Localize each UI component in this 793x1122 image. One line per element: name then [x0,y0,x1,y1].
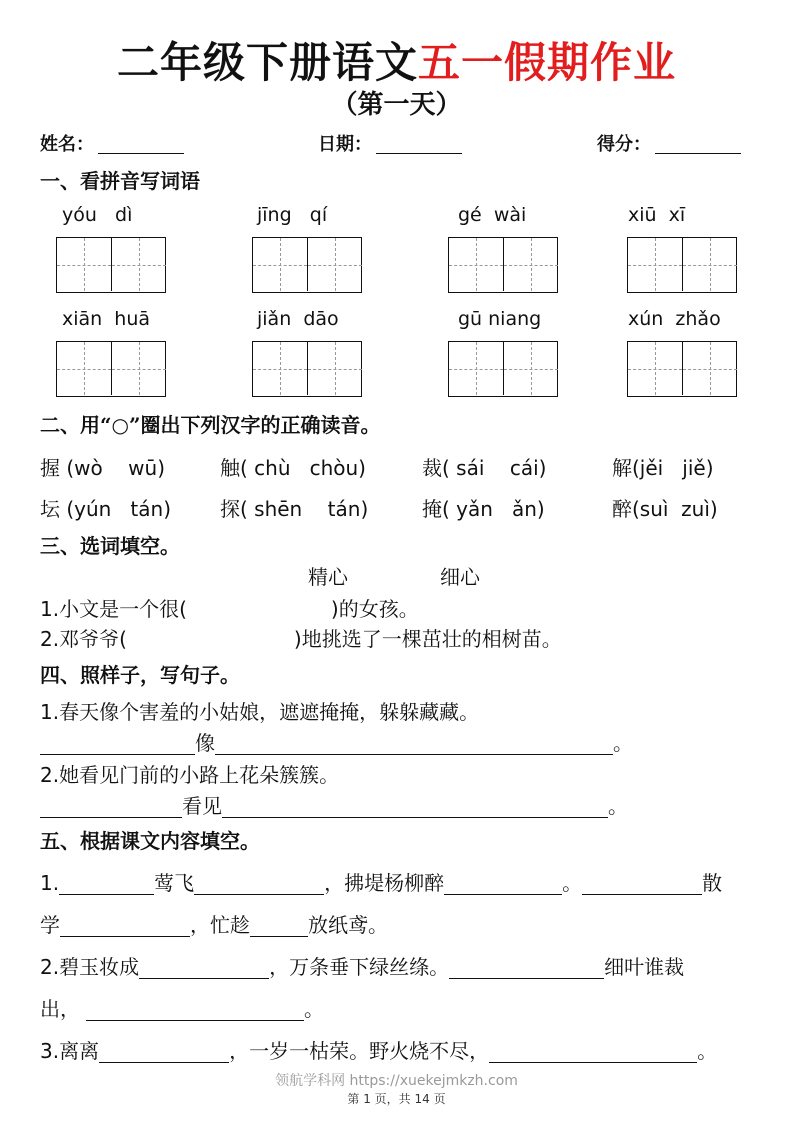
writing-grid[interactable] [448,237,558,293]
reading-choice[interactable]: 坛 (yún tán) [40,497,171,521]
section-3-heading: 三、选词填空。 [40,534,180,558]
text: ，万条垂下绿丝绦。 [269,955,450,979]
answer-blank[interactable] [444,872,562,895]
answer-blank[interactable] [215,732,613,755]
document-title [0,30,793,90]
section-2-heading: 二、用“○”圈出下列汉字的正确读音。 [40,413,381,437]
page-number: 第 1 页，共 14 页 [347,1092,446,1106]
writing-grid[interactable] [56,237,166,293]
text: 学 [40,913,60,937]
text: 1. [40,871,60,895]
answer-blank[interactable] [139,956,269,979]
keyword: 像 [195,731,215,755]
fill-line-1 [40,867,722,896]
fill-line-2 [40,909,388,938]
section-5-heading: 五、根据课文内容填空。 [40,829,260,853]
example-sentence-2: 2.她看见门前的小路上花朵簇簇。 [40,763,340,787]
pinyin-4: xiū xī [628,204,686,226]
fill-line-4 [40,993,324,1022]
writing-grid[interactable] [252,237,362,293]
text: ，拂堤杨柳醉 [324,871,445,895]
answer-blank[interactable] [489,1040,697,1063]
answer-blank[interactable] [194,872,324,895]
date-blank[interactable] [376,133,462,154]
fill-line-5 [40,1035,717,1064]
q3-1-start: 1.小文是一个很( [40,597,187,621]
score-field [597,130,741,156]
text: ，忙趁 [190,913,250,937]
text: 。 [697,1039,718,1063]
q3-1-end: )的女孩。 [330,597,419,621]
writing-grid[interactable] [56,341,166,397]
pinyin-2: jīng qí [257,204,328,226]
answer-blank[interactable] [99,1040,229,1063]
text: 放纸鸢。 [308,913,388,937]
punct: 。 [613,731,633,755]
pinyin-6: jiǎn dāo [257,308,339,330]
page-footer [0,1070,793,1107]
reading-choice[interactable]: 握 (wò wū) [40,456,166,480]
word-option: 细心 [440,565,480,589]
document-subtitle: （第一天） [331,90,462,120]
fill-line-3 [40,951,684,980]
score-label: 得分： [597,134,651,155]
name-label: 姓名： [40,134,94,155]
answer-line-1 [40,727,633,756]
pinyin-1: yóu dì [62,204,133,226]
question-3-2 [40,623,562,652]
date-field [318,130,462,156]
title-red: 五一假期作业 [418,38,677,87]
reading-choice[interactable]: 掩( yǎn ǎn) [422,497,545,521]
section-4-heading: 四、照样子，写句子。 [40,663,240,687]
writing-grid[interactable] [627,341,737,397]
text: ，一岁一枯荣。野火烧不尽， [229,1039,490,1063]
text: 莺飞 [154,871,195,895]
text: 。 [304,997,324,1021]
word-option: 精心 [308,565,348,589]
answer-blank[interactable] [40,732,195,755]
reading-choice[interactable]: 解(jěi jiě) [612,456,714,480]
keyword: 看见 [182,794,222,818]
pinyin-5: xiān huā [62,308,151,330]
pinyin-8: xún zhǎo [628,308,721,330]
footer-site: 领航学科网 https://xuekejmkzh.com [275,1073,518,1089]
q3-2-start: 2.邓爷爷( [40,627,127,651]
section-1-heading: 一、看拼音写词语 [40,169,200,193]
answer-blank[interactable] [449,956,604,979]
answer-blank[interactable] [250,914,308,937]
score-blank[interactable] [655,133,741,154]
answer-blank[interactable] [222,795,608,818]
writing-grid[interactable] [252,341,362,397]
text: 出， [40,997,80,1021]
answer-blank[interactable] [86,998,304,1021]
writing-grid[interactable] [627,237,737,293]
answer-blank[interactable] [40,795,182,818]
date-label: 日期： [318,134,372,155]
answer-line-2 [40,790,628,819]
name-blank[interactable] [98,133,184,154]
text: 细叶谁裁 [604,955,685,979]
answer-blank[interactable] [582,872,702,895]
name-field [40,130,184,156]
answer-blank[interactable] [59,872,154,895]
text: 。 [562,871,583,895]
title-black: 二年级下册语文 [116,38,418,87]
text: 3.离离 [40,1039,100,1063]
reading-choice[interactable]: 醉(suì zuì) [612,497,718,521]
reading-choice[interactable]: 探( shēn tán) [220,497,369,521]
example-sentence-1: 1.春天像个害羞的小姑娘，遮遮掩掩，躲躲藏藏。 [40,700,480,724]
text: 散 [702,871,723,895]
answer-blank[interactable] [60,914,190,937]
text: 2.碧玉妆成 [40,955,140,979]
q3-2-end: )地挑选了一棵茁壮的相树苗。 [293,627,562,651]
reading-choice[interactable]: 裁( sái cái) [422,456,547,480]
question-3-1 [40,593,419,622]
reading-choice[interactable]: 触( chù chòu) [220,456,366,480]
writing-grid[interactable] [448,341,558,397]
punct: 。 [608,794,628,818]
pinyin-3: gé wài [458,204,527,226]
pinyin-7: gū niang [458,308,542,330]
